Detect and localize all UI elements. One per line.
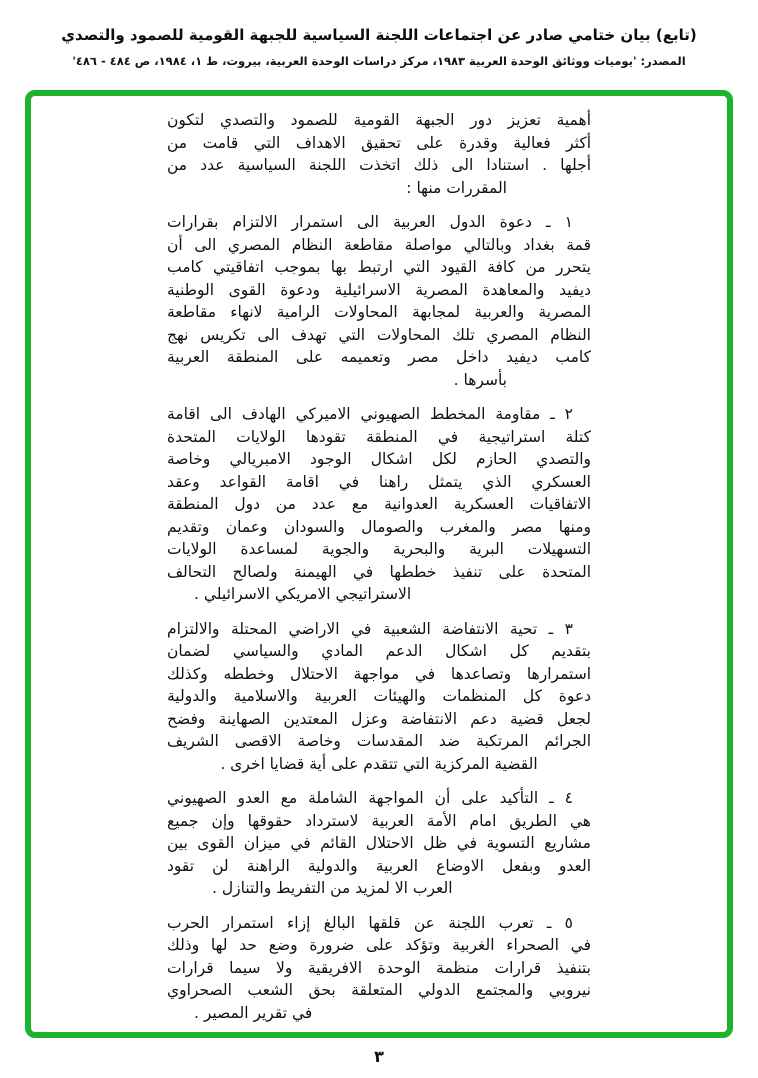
body-line: دعوة كل المنظمات والهيئات العربية والاسلامية والدولية	[167, 687, 591, 705]
body-line: الاتفاقيات العسكرية العدوانية مع عدد من دول المنطقة	[167, 495, 591, 513]
body-line: نيروبي والمجتمع الدولي المتعلقة بحق الشعب الصحراوي	[167, 981, 591, 999]
source-citation: المصدر: 'يوميات ووثائق الوحدة العربية ١٩٨٣، مركز دراسات الوحدة العربية، بيروت، ط ١، ١٩٨٤، ص ٤٨٤ - ٤٨٦'	[72, 54, 686, 68]
body-line: في تقرير المصير .	[194, 1003, 313, 1022]
body-line: العسكري الذي يتمثل راهنا في اقامة القواعد وعقد	[167, 472, 591, 491]
body-line: كتلة استراتيجية في المنطقة تقودها الولايات المتحدة	[167, 427, 591, 446]
body-text	[167, 109, 591, 1024]
body-line: كامب ديفيد داخل مصر وتعميمه على المنطقة العربية	[167, 348, 591, 366]
body-line: لجعل قضية دعم الانتفاضة وعزل المعتدين الصهاينة وفضح	[167, 709, 591, 728]
body-line: المصرية والعربية لمجابهة المحاولات الرامية لانهاء مقاطعة	[167, 303, 591, 321]
body-line: أكثر فعالية وقدرة على تحقيق الاهداف التي قامت من	[167, 133, 591, 152]
resolution-item-2	[167, 403, 591, 606]
body-line: العرب الا لمزيد من التفريط والتنازل .	[212, 879, 453, 897]
body-line: المتحدة على تنفيذ خططها في الهيمنة ولصالح التحالف	[167, 562, 591, 581]
body-line: المقررات منها :	[406, 178, 507, 197]
body-line: ١ ـ دعوة الدول العربية الى استمرار الالتزام بقرارات	[167, 213, 573, 231]
body-line: والتصدي الحازم لكل اشكال الوجود الامبريالي وخاصة	[167, 450, 591, 468]
body-line: النظام المصري تلك المحاولات التي تهدف الى تكريس نهج	[167, 325, 591, 344]
body-line: أجلها . استنادا الى ذلك اتخذت اللجنة السياسية عدد من	[167, 156, 591, 174]
document-header	[0, 0, 758, 68]
resolution-item-1	[167, 211, 591, 391]
body-line: ٣ ـ تحية الانتفاضة الشعبية في الاراضي المحتلة والالتزام	[167, 619, 573, 638]
page-title: (تابع) بيان ختامي صادر عن اجتماعات اللجنة السياسية للجبهة القومية للصمود والتصدي	[61, 26, 697, 44]
body-line: العدو وبفعل الاوضاع العربية والدولية الراهنة لن تقود	[167, 856, 591, 875]
body-line: ومنها مصر والمغرب والصومال والسودان وعمان وتقديم	[167, 517, 591, 536]
body-line: في الصحراء الغربية وتؤكد على ضرورة وضع حد لها وذلك	[167, 936, 591, 954]
body-line: ديفيد والمعاهدة المصرية الاسرائيلية ودعوة القوى الوطنية	[167, 280, 591, 299]
body-line: القضية المركزية التي تتقدم على أية قضايا اخرى .	[220, 754, 538, 773]
green-document-frame	[25, 90, 733, 1038]
resolution-item-5	[167, 912, 591, 1025]
body-line: بتنفيذ قرارات منظمة الوحدة الافريقية ولا سيما قرارات	[167, 958, 591, 977]
resolution-item-3	[167, 618, 591, 776]
body-line: أهمية تعزيز دور الجبهة القومية للصمود والتصدي لتكون	[167, 111, 591, 129]
body-line: ٤ ـ التأكيد على أن المواجهة الشاملة مع العدو الصهيوني	[167, 789, 573, 807]
page-number: ٣	[374, 1047, 384, 1066]
body-line: يتحرر من كافة القيود التي ارتبط بها بموجب اتفاقيتي كامب	[167, 258, 591, 276]
body-line: استمرارها وتصاعدها في مواجهة الاحتلال وخططه وكذلك	[167, 664, 591, 683]
body-line: هي الطريق امام الأمة العربية لاسترداد حقوقها وإن جميع	[167, 811, 591, 830]
body-line: الجرائم المرتكبة ضد المقدسات وخاصة الاقصى الشريف	[167, 732, 591, 750]
body-line: الاستراتيجي الامريكي الاسرائيلي .	[194, 585, 412, 603]
body-line: مشاريع التسوية في ظل الاحتلال القائم في ميزان القوى بين	[167, 834, 591, 852]
body-line: التسهيلات البرية والبحرية والجوية لمساعدة الولايات	[167, 540, 591, 558]
resolution-item-4	[167, 787, 591, 900]
body-line: قمة بغداد وبالتالي مواصلة مقاطعة النظام المصري الى أن	[167, 235, 591, 254]
intro-paragraph	[167, 109, 591, 199]
body-line: ٢ ـ مقاومة المخطط الصهيوني الاميركي الهادف الى اقامة	[167, 405, 573, 423]
body-line: ٥ ـ تعرب اللجنة عن قلقها البالغ إزاء استمرار الحرب	[167, 913, 573, 932]
body-line: بأسرها .	[453, 370, 507, 389]
body-line: بتقديم كل اشكال الدعم المادي والسياسي لضمان	[167, 642, 591, 660]
